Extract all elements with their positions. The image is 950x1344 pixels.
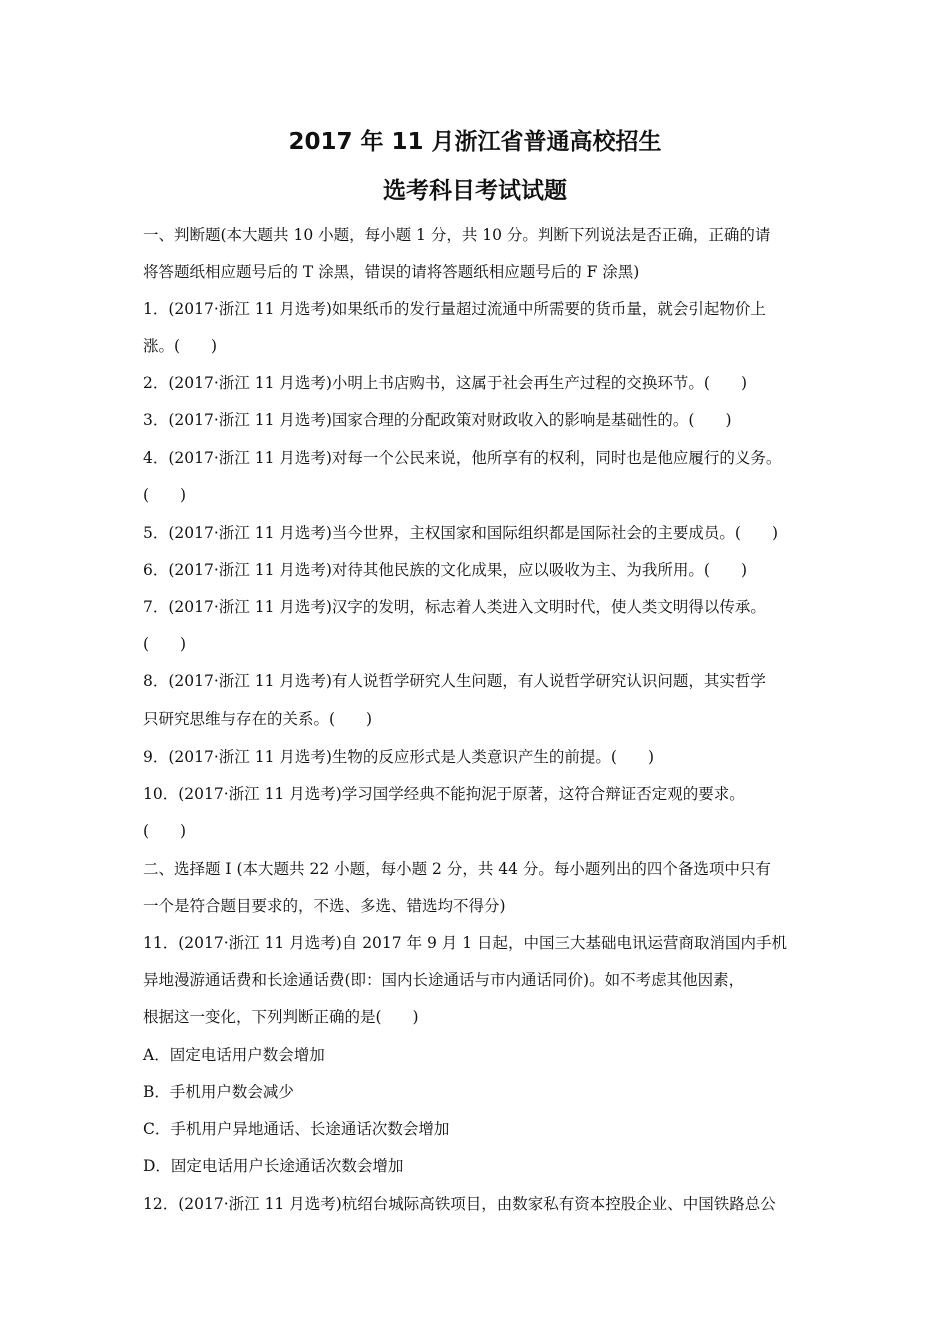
text-line: 3．(2017·浙江 11 月选考)国家合理的分配政策对财政收入的影响是基础性的。( ) [143, 411, 732, 429]
text-line: 5．(2017·浙江 11 月选考)当今世界，主权国家和国际组织都是国际社会的主要成员。( ) [143, 524, 779, 542]
text-line: 9．(2017·浙江 11 月选考)生物的反应形式是人类意识产生的前提。( ) [143, 748, 655, 766]
text-line: 2．(2017·浙江 11 月选考)小明上书店购书，这属于社会再生产过程的交换环节。( ) [143, 374, 748, 392]
text-line: 1．(2017·浙江 11 月选考)如果纸币的发行量超过流通中所需要的货币量，就会引起物价上 [143, 300, 766, 318]
option-a: A．固定电话用户数会增加 [143, 1046, 325, 1064]
text-line: 二、选择题 I (本大题共 22 小题，每小题 2 分，共 44 分。每小题列出的四个备选项中只有 [143, 860, 771, 878]
text-line: ( ) [143, 635, 187, 653]
page-subtitle: 选考科目考试试题 [383, 178, 567, 204]
text-line: 根据这一变化，下列判断正确的是( ) [143, 1008, 419, 1026]
text-line: 只研究思维与存在的关系。( ) [143, 710, 373, 728]
text-line: 将答题纸相应题号后的 T 涂黑，错误的请将答题纸相应题号后的 F 涂黑) [143, 263, 640, 281]
text-line: ( ) [143, 822, 187, 840]
text-line: ( ) [143, 486, 187, 504]
option-b: B．手机用户数会减少 [143, 1083, 294, 1101]
text-line: 10．(2017·浙江 11 月选考)学习国学经典不能拘泥于原著，这符合辩证否定观的要求。 [143, 785, 745, 803]
text-line: 7．(2017·浙江 11 月选考)汉字的发明，标志着人类进入文明时代，使人类文明得以传承。 [143, 598, 766, 616]
text-line: 一个是符合题目要求的，不选、多选、错选均不得分) [143, 897, 506, 915]
text-line: 一、判断题(本大题共 10 小题，每小题 1 分，共 10 分。判断下列说法是否正确，正确的请 [143, 226, 771, 244]
page-title: 2017 年 11 月浙江省普通高校招生 [288, 129, 662, 155]
text-line: 12．(2017·浙江 11 月选考)杭绍台城际高铁项目，由数家私有资本控股企业、中国铁路总公 [143, 1195, 776, 1213]
option-c: C．手机用户异地通话、长途通话次数会增加 [143, 1120, 450, 1138]
text-line: 涨。( ) [143, 337, 218, 355]
text-line: 8．(2017·浙江 11 月选考)有人说哲学研究人生问题，有人说哲学研究认识问题，其实哲学 [143, 672, 766, 690]
text-line: 11．(2017·浙江 11 月选考)自 2017 年 9 月 1 日起，中国三大基础电讯运营商取消国内手机 [143, 934, 788, 952]
text-line: 6．(2017·浙江 11 月选考)对待其他民族的文化成果，应以吸收为主、为我所用。( ) [143, 561, 748, 579]
text-line: 4．(2017·浙江 11 月选考)对每一个公民来说，他所享有的权利，同时也是他应履行的义务。 [143, 449, 782, 467]
option-d: D．固定电话用户长途通话次数会增加 [143, 1157, 404, 1175]
text-line: 异地漫游通话费和长途通话费(即：国内长途通话与市内通话同价)。如不考虑其他因素， [143, 971, 745, 989]
